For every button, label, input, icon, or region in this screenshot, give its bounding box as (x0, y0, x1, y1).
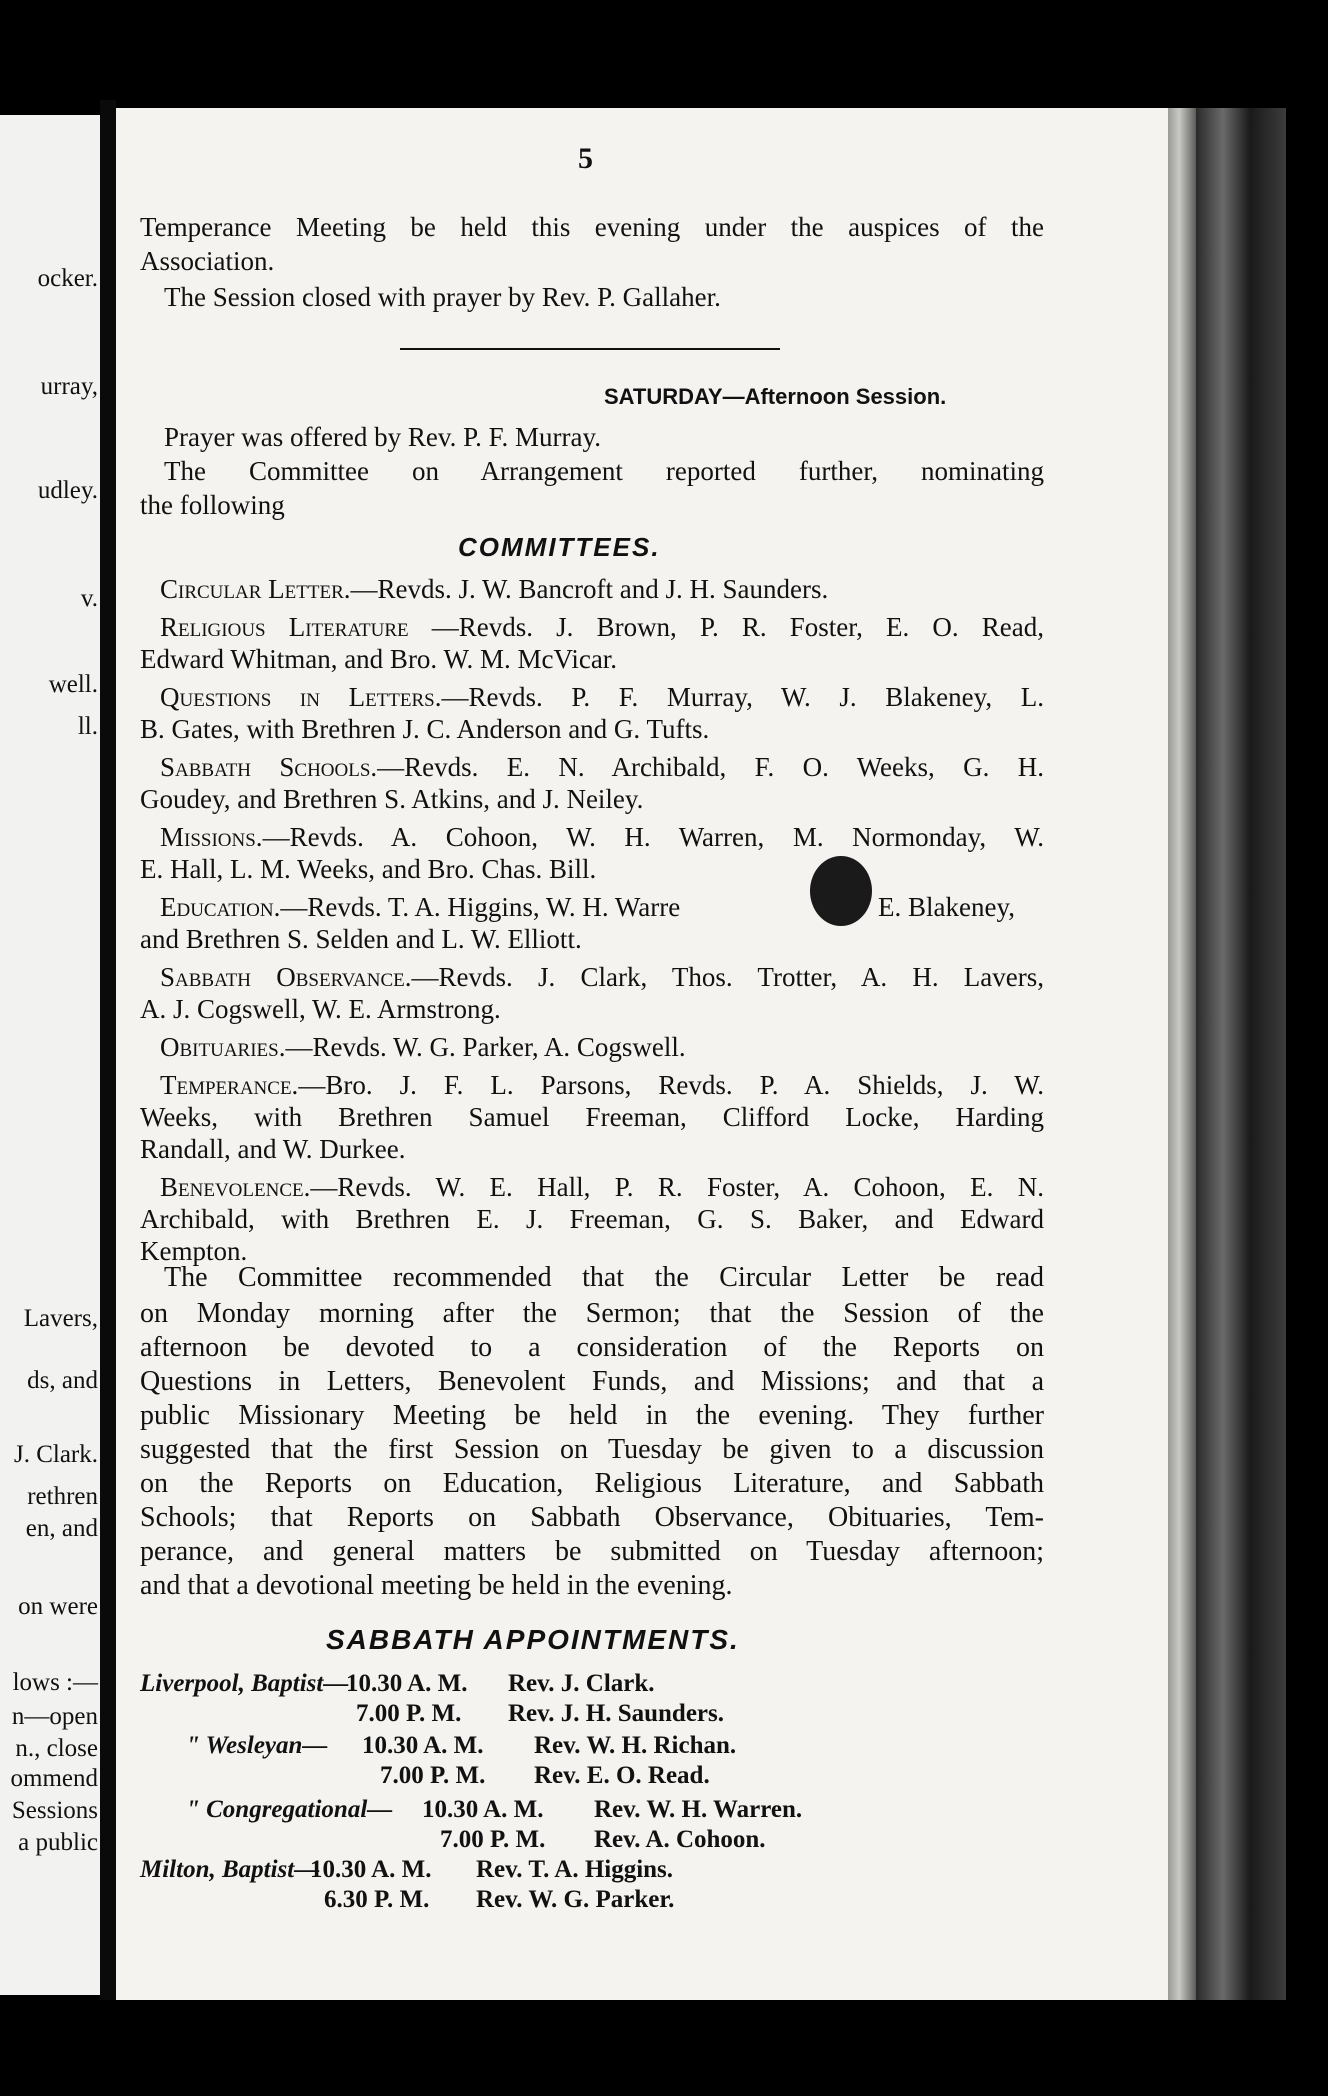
committee-name: Religious Literature (160, 612, 409, 642)
appointment-time: 7.00 P. M. (380, 1762, 486, 1789)
committee-entry (160, 892, 680, 923)
committee-name: Sabbath Observance. (160, 962, 412, 992)
committees-heading: COMMITTEES. (458, 532, 661, 562)
facing-line: Lavers, (23, 1305, 98, 1332)
committee-members: Randall, and W. Durkee. (140, 1134, 406, 1164)
recommendation-line: The Committee recommended that the Circular Letter be read (164, 1262, 1044, 1293)
committee-name: Obituaries. (160, 1032, 286, 1062)
recommendation-line: Schools; that Reports on Sabbath Observance, Obituaries, Tem- (140, 1502, 1044, 1533)
committee-name: Circular Letter. (160, 574, 351, 604)
intro-line: The Session closed with prayer by Rev. P. Gallaher. (164, 282, 721, 312)
appointment-time: 10.30 A. M. (422, 1796, 544, 1823)
appointment-time: 10.30 A. M. (362, 1732, 484, 1759)
prayer-line: Prayer was offered by Rev. P. F. Murray. (164, 422, 601, 452)
facing-line: lows :— (12, 1669, 98, 1696)
committee-name: Missions. (160, 822, 263, 852)
appointment-place: " Wesleyan— (186, 1732, 328, 1759)
facing-line: on were (18, 1593, 98, 1620)
facing-line: urray, (40, 373, 98, 400)
committee-members: —Revds. P. F. Murray, W. J. Blakeney, L. (441, 682, 1044, 712)
committee-entry (160, 822, 1044, 853)
appointment-time: 7.00 P. M. (440, 1826, 546, 1853)
appointment-time: 10.30 A. M. (310, 1856, 432, 1883)
committee-entry (160, 752, 1044, 783)
committee-members: B. Gates, with Brethren J. C. Anderson and G. Tufts. (140, 714, 710, 744)
recommendation-line: afternoon be devoted to a consideration of the Reports on (140, 1332, 1044, 1363)
appointment-rev: Rev. W. H. Warren. (594, 1796, 803, 1823)
committee-entry (160, 682, 1044, 713)
committee-name: Education. (160, 892, 281, 922)
facing-line: n—open (11, 1703, 98, 1730)
facing-line: ommend (10, 1765, 98, 1792)
ink-blot (810, 856, 872, 926)
page-edge (1168, 108, 1196, 2000)
appointment-place: Milton, Baptist— (140, 1856, 320, 1883)
recommendation-line: public Missionary Meeting be held in the evening. They further (140, 1400, 1044, 1431)
committee-members: —Revds. J. Brown, P. R. Foster, E. O. Read, (408, 612, 1044, 642)
appointment-time: 10.30 A. M. (346, 1670, 468, 1697)
committee-intro: The Committee on Arrangement reported further, nominating (164, 456, 1044, 486)
intro-line: Association. (140, 246, 275, 276)
facing-line: v. (80, 585, 98, 612)
facing-page-fragment (0, 115, 100, 1995)
facing-line: ocker. (37, 265, 98, 292)
appointment-rev: Rev. J. H. Saunders. (508, 1700, 725, 1727)
recommendation-line: and that a devotional meeting be held in the evening. (140, 1570, 733, 1601)
committee-members: Kempton. (140, 1236, 248, 1266)
committee-entry (160, 1032, 686, 1063)
committee-entry (160, 574, 828, 605)
committee-entry (160, 612, 1044, 643)
committee-members: —Revds. W. E. Hall, P. R. Foster, A. Cohoon, E. N. (310, 1172, 1044, 1202)
committee-intro: the following (140, 490, 285, 520)
recommendation-line: on the Reports on Education, Religious Literature, and Sabbath (140, 1468, 1044, 1499)
committee-entry (160, 1172, 1044, 1203)
facing-line: a public (18, 1829, 98, 1856)
committee-members: and Brethren S. Selden and L. W. Elliott. (140, 924, 582, 954)
committee-members: —Revds. T. A. Higgins, W. H. Warre (280, 892, 681, 922)
committee-members: —Bro. J. F. L. Parsons, Revds. P. A. Shields, J. W. (298, 1070, 1044, 1100)
committee-members: —Revds. A. Cohoon, W. H. Warren, M. Normonday, W. (262, 822, 1044, 852)
intro-line: Temperance Meeting be held this evening under the auspices of the (140, 212, 1044, 242)
appointment-time: 6.30 P. M. (324, 1886, 430, 1913)
committee-entry (160, 962, 1044, 993)
committee-members: Edward Whitman, and Bro. W. M. McVicar. (140, 644, 618, 674)
appointment-row (186, 1732, 327, 1760)
appointment-time: 7.00 P. M. (356, 1700, 462, 1727)
committee-name: Sabbath Schools. (160, 752, 378, 782)
appointment-place: Liverpool, Baptist— (140, 1670, 349, 1697)
committee-members: E. Blakeney, (878, 892, 1015, 922)
committee-members: —Revds. J. W. Bancroft and J. H. Saunders. (350, 574, 829, 604)
committee-members: Archibald, with Brethren E. J. Freeman, G. S. Baker, and Edward (140, 1204, 1044, 1234)
committee-members: Goudey, and Brethren S. Atkins, and J. Neiley. (140, 784, 644, 814)
appointment-rev: Rev. E. O. Read. (534, 1762, 710, 1789)
appointments-heading: SABBATH APPOINTMENTS. (326, 1624, 740, 1655)
appointment-place: " Congregational— (186, 1796, 393, 1823)
committee-name: Questions in Letters. (160, 682, 442, 712)
committee-members: —Revds. E. N. Archibald, F. O. Weeks, G. H. (377, 752, 1044, 782)
appointment-row (140, 1856, 319, 1884)
facing-line: Sessions (11, 1797, 98, 1824)
appointment-rev: Rev. T. A. Higgins. (476, 1856, 674, 1883)
committee-name: Temperance. (160, 1070, 299, 1100)
appointment-rev: Rev. J. Clark. (508, 1670, 655, 1697)
appointment-rev: Rev. A. Cohoon. (594, 1826, 766, 1853)
facing-line: ll. (77, 713, 98, 740)
appointment-rev: Rev. W. H. Richan. (534, 1732, 737, 1759)
appointment-row (186, 1796, 392, 1824)
recommendation-line: on Monday morning after the Sermon; that the Session of the (140, 1298, 1044, 1329)
book-gutter (100, 100, 116, 2000)
book-spine (1196, 108, 1286, 2000)
appointment-row (140, 1670, 348, 1698)
committee-name: Benevolence. (160, 1172, 311, 1202)
page-number: 5 (578, 142, 593, 175)
recommendation-line: Questions in Letters, Benevolent Funds, and Missions; and that a (140, 1366, 1044, 1397)
facing-line: J. Clark. (13, 1441, 98, 1468)
facing-line: ds, and (27, 1367, 98, 1394)
session-heading: SATURDAY—Afternoon Session. (604, 384, 947, 409)
appointment-rev: Rev. W. G. Parker. (476, 1886, 675, 1913)
committee-entry (160, 1070, 1044, 1101)
facing-line: well. (48, 671, 98, 698)
facing-line: n., close (15, 1735, 98, 1762)
facing-line: rethren (27, 1483, 98, 1510)
committee-members: —Revds. J. Clark, Thos. Trotter, A. H. Lavers, (411, 962, 1045, 992)
committee-members: —Revds. W. G. Parker, A. Cogswell. (285, 1032, 686, 1062)
section-divider (400, 348, 780, 350)
committee-members: E. Hall, L. M. Weeks, and Bro. Chas. Bill. (140, 854, 597, 884)
facing-line: udley. (37, 477, 98, 504)
recommendation-line: suggested that the first Session on Tuesday be given to a discussion (140, 1434, 1044, 1465)
facing-line: en, and (25, 1515, 98, 1542)
recommendation-line: perance, and general matters be submitted on Tuesday afternoon; (140, 1536, 1044, 1567)
committee-members: A. J. Cogswell, W. E. Armstrong. (140, 994, 501, 1024)
committee-members: Weeks, with Brethren Samuel Freeman, Clifford Locke, Harding (140, 1102, 1044, 1132)
